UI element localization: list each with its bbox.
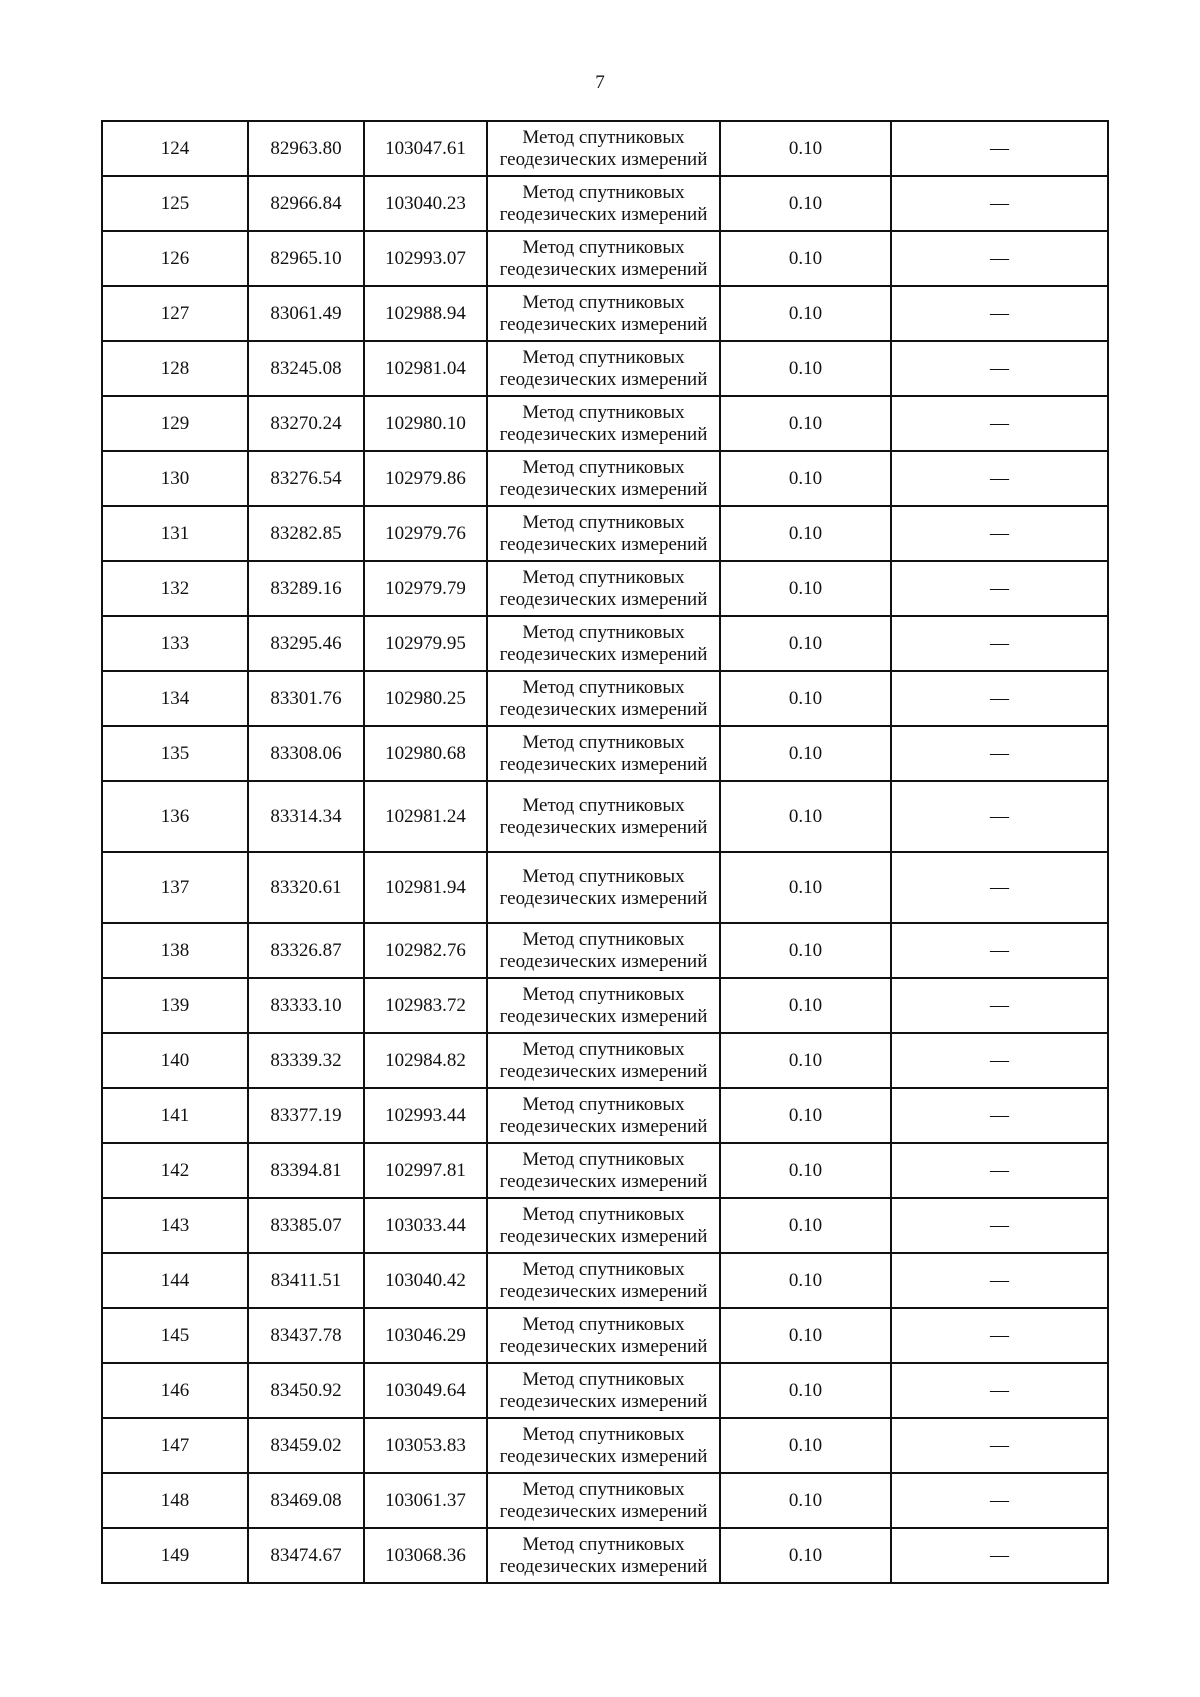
y-coordinate-cell: 102979.76 bbox=[364, 506, 487, 561]
method-cell bbox=[487, 451, 720, 506]
method-line-2: геодезических измерений bbox=[499, 423, 708, 445]
method-line-1: Метод спутниковых bbox=[522, 181, 685, 203]
description-cell: — bbox=[891, 1528, 1108, 1583]
description-cell: — bbox=[891, 1473, 1108, 1528]
method-line-1: Метод спутниковых bbox=[522, 1038, 685, 1060]
method-line-2: геодезических измерений bbox=[499, 1335, 708, 1357]
table-row bbox=[102, 616, 1108, 671]
table-row bbox=[102, 671, 1108, 726]
method-line-2: геодезических измерений bbox=[499, 1445, 708, 1467]
y-coordinate-cell: 102993.07 bbox=[364, 231, 487, 286]
y-coordinate-cell: 103040.42 bbox=[364, 1253, 487, 1308]
accuracy-cell: 0.10 bbox=[720, 671, 891, 726]
table-row bbox=[102, 396, 1108, 451]
method-cell bbox=[487, 1308, 720, 1363]
method-line-1: Метод спутниковых bbox=[522, 456, 685, 478]
point-number-cell: 146 bbox=[102, 1363, 248, 1418]
method-line-1: Метод спутниковых bbox=[522, 1313, 685, 1335]
point-number-cell: 127 bbox=[102, 286, 248, 341]
description-cell: — bbox=[891, 616, 1108, 671]
description-cell: — bbox=[891, 726, 1108, 781]
method-cell bbox=[487, 852, 720, 923]
method-line-1: Метод спутниковых bbox=[522, 291, 685, 313]
description-cell: — bbox=[891, 286, 1108, 341]
point-number-cell: 130 bbox=[102, 451, 248, 506]
y-coordinate-cell: 102983.72 bbox=[364, 978, 487, 1033]
method-line-2: геодезических измерений bbox=[499, 753, 708, 775]
description-cell: — bbox=[891, 1033, 1108, 1088]
table-row bbox=[102, 286, 1108, 341]
method-cell bbox=[487, 1253, 720, 1308]
x-coordinate-cell: 83282.85 bbox=[248, 506, 364, 561]
method-cell bbox=[487, 616, 720, 671]
description-cell: — bbox=[891, 231, 1108, 286]
accuracy-cell: 0.10 bbox=[720, 852, 891, 923]
method-cell bbox=[487, 561, 720, 616]
method-line-1: Метод спутниковых bbox=[522, 511, 685, 533]
accuracy-cell: 0.10 bbox=[720, 176, 891, 231]
method-line-1: Метод спутниковых bbox=[522, 676, 685, 698]
description-cell: — bbox=[891, 451, 1108, 506]
description-cell: — bbox=[891, 1253, 1108, 1308]
method-line-2: геодезических измерений bbox=[499, 1280, 708, 1302]
y-coordinate-cell: 102979.86 bbox=[364, 451, 487, 506]
y-coordinate-cell: 103068.36 bbox=[364, 1528, 487, 1583]
point-number-cell: 125 bbox=[102, 176, 248, 231]
method-line-1: Метод спутниковых bbox=[522, 346, 685, 368]
method-line-2: геодезических измерений bbox=[499, 1225, 708, 1247]
accuracy-cell: 0.10 bbox=[720, 1143, 891, 1198]
method-line-1: Метод спутниковых bbox=[522, 1148, 685, 1170]
method-cell bbox=[487, 231, 720, 286]
x-coordinate-cell: 83339.32 bbox=[248, 1033, 364, 1088]
method-line-2: геодезических измерений bbox=[499, 148, 708, 170]
description-cell: — bbox=[891, 1308, 1108, 1363]
description-cell: — bbox=[891, 1088, 1108, 1143]
table-row bbox=[102, 1473, 1108, 1528]
y-coordinate-cell: 102981.24 bbox=[364, 781, 487, 852]
method-line-1: Метод спутниковых bbox=[522, 621, 685, 643]
table-row bbox=[102, 781, 1108, 852]
method-line-2: геодезических измерений bbox=[499, 643, 708, 665]
x-coordinate-cell: 83459.02 bbox=[248, 1418, 364, 1473]
table-row bbox=[102, 923, 1108, 978]
x-coordinate-cell: 83450.92 bbox=[248, 1363, 364, 1418]
method-cell bbox=[487, 176, 720, 231]
table-row bbox=[102, 341, 1108, 396]
y-coordinate-cell: 102980.68 bbox=[364, 726, 487, 781]
table-row bbox=[102, 451, 1108, 506]
method-line-1: Метод спутниковых bbox=[522, 1093, 685, 1115]
y-coordinate-cell: 102997.81 bbox=[364, 1143, 487, 1198]
method-line-1: Метод спутниковых bbox=[522, 1533, 685, 1555]
y-coordinate-cell: 102984.82 bbox=[364, 1033, 487, 1088]
method-line-1: Метод спутниковых bbox=[522, 865, 685, 887]
point-number-cell: 136 bbox=[102, 781, 248, 852]
method-line-1: Метод спутниковых bbox=[522, 401, 685, 423]
x-coordinate-cell: 83276.54 bbox=[248, 451, 364, 506]
table-row bbox=[102, 1308, 1108, 1363]
coordinates-table-body bbox=[102, 121, 1108, 1583]
y-coordinate-cell: 102980.25 bbox=[364, 671, 487, 726]
point-number-cell: 145 bbox=[102, 1308, 248, 1363]
coordinates-table bbox=[101, 120, 1109, 1584]
method-line-2: геодезических измерений bbox=[499, 203, 708, 225]
y-coordinate-cell: 103049.64 bbox=[364, 1363, 487, 1418]
accuracy-cell: 0.10 bbox=[720, 506, 891, 561]
y-coordinate-cell: 103053.83 bbox=[364, 1418, 487, 1473]
method-cell bbox=[487, 1198, 720, 1253]
description-cell: — bbox=[891, 671, 1108, 726]
description-cell: — bbox=[891, 176, 1108, 231]
method-line-2: геодезических измерений bbox=[499, 1500, 708, 1522]
point-number-cell: 139 bbox=[102, 978, 248, 1033]
method-line-2: геодезических измерений bbox=[499, 950, 708, 972]
y-coordinate-cell: 102980.10 bbox=[364, 396, 487, 451]
point-number-cell: 134 bbox=[102, 671, 248, 726]
point-number-cell: 148 bbox=[102, 1473, 248, 1528]
accuracy-cell: 0.10 bbox=[720, 1033, 891, 1088]
y-coordinate-cell: 103047.61 bbox=[364, 121, 487, 176]
table-row bbox=[102, 1088, 1108, 1143]
method-line-1: Метод спутниковых bbox=[522, 236, 685, 258]
method-cell bbox=[487, 923, 720, 978]
y-coordinate-cell: 103033.44 bbox=[364, 1198, 487, 1253]
y-coordinate-cell: 102988.94 bbox=[364, 286, 487, 341]
method-line-1: Метод спутниковых bbox=[522, 126, 685, 148]
x-coordinate-cell: 83289.16 bbox=[248, 561, 364, 616]
point-number-cell: 133 bbox=[102, 616, 248, 671]
table-row bbox=[102, 1528, 1108, 1583]
method-line-2: геодезических измерений bbox=[499, 698, 708, 720]
method-line-2: геодезических измерений bbox=[499, 258, 708, 280]
table-row bbox=[102, 1418, 1108, 1473]
point-number-cell: 131 bbox=[102, 506, 248, 561]
method-line-1: Метод спутниковых bbox=[522, 983, 685, 1005]
method-cell bbox=[487, 978, 720, 1033]
table-row bbox=[102, 726, 1108, 781]
table-row bbox=[102, 506, 1108, 561]
table-row bbox=[102, 121, 1108, 176]
table-row bbox=[102, 176, 1108, 231]
accuracy-cell: 0.10 bbox=[720, 1363, 891, 1418]
method-cell bbox=[487, 1088, 720, 1143]
description-cell: — bbox=[891, 1143, 1108, 1198]
method-line-2: геодезических измерений bbox=[499, 1115, 708, 1137]
method-cell bbox=[487, 121, 720, 176]
description-cell: — bbox=[891, 852, 1108, 923]
accuracy-cell: 0.10 bbox=[720, 1088, 891, 1143]
description-cell: — bbox=[891, 561, 1108, 616]
method-line-2: геодезических измерений bbox=[499, 1005, 708, 1027]
method-cell bbox=[487, 286, 720, 341]
description-cell: — bbox=[891, 506, 1108, 561]
accuracy-cell: 0.10 bbox=[720, 978, 891, 1033]
table-row bbox=[102, 978, 1108, 1033]
y-coordinate-cell: 102981.94 bbox=[364, 852, 487, 923]
method-line-2: геодезических измерений bbox=[499, 313, 708, 335]
table-row bbox=[102, 1198, 1108, 1253]
point-number-cell: 137 bbox=[102, 852, 248, 923]
method-line-2: геодезических измерений bbox=[499, 1555, 708, 1577]
x-coordinate-cell: 83469.08 bbox=[248, 1473, 364, 1528]
method-cell bbox=[487, 1473, 720, 1528]
y-coordinate-cell: 103061.37 bbox=[364, 1473, 487, 1528]
x-coordinate-cell: 83411.51 bbox=[248, 1253, 364, 1308]
accuracy-cell: 0.10 bbox=[720, 1473, 891, 1528]
method-line-1: Метод спутниковых bbox=[522, 794, 685, 816]
method-cell bbox=[487, 1528, 720, 1583]
point-number-cell: 149 bbox=[102, 1528, 248, 1583]
description-cell: — bbox=[891, 781, 1108, 852]
accuracy-cell: 0.10 bbox=[720, 616, 891, 671]
method-line-2: геодезических измерений bbox=[499, 478, 708, 500]
table-row bbox=[102, 1363, 1108, 1418]
x-coordinate-cell: 83308.06 bbox=[248, 726, 364, 781]
accuracy-cell: 0.10 bbox=[720, 923, 891, 978]
table-row bbox=[102, 852, 1108, 923]
table-row bbox=[102, 561, 1108, 616]
x-coordinate-cell: 82965.10 bbox=[248, 231, 364, 286]
x-coordinate-cell: 83437.78 bbox=[248, 1308, 364, 1363]
method-line-2: геодезических измерений bbox=[499, 1170, 708, 1192]
method-line-2: геодезических измерений bbox=[499, 588, 708, 610]
x-coordinate-cell: 82963.80 bbox=[248, 121, 364, 176]
x-coordinate-cell: 83474.67 bbox=[248, 1528, 364, 1583]
accuracy-cell: 0.10 bbox=[720, 396, 891, 451]
description-cell: — bbox=[891, 1418, 1108, 1473]
method-line-2: геодезических измерений bbox=[499, 368, 708, 390]
method-line-2: геодезических измерений bbox=[499, 533, 708, 555]
point-number-cell: 147 bbox=[102, 1418, 248, 1473]
x-coordinate-cell: 83377.19 bbox=[248, 1088, 364, 1143]
y-coordinate-cell: 102979.95 bbox=[364, 616, 487, 671]
x-coordinate-cell: 83301.76 bbox=[248, 671, 364, 726]
description-cell: — bbox=[891, 341, 1108, 396]
description-cell: — bbox=[891, 1198, 1108, 1253]
point-number-cell: 142 bbox=[102, 1143, 248, 1198]
accuracy-cell: 0.10 bbox=[720, 1253, 891, 1308]
y-coordinate-cell: 103046.29 bbox=[364, 1308, 487, 1363]
accuracy-cell: 0.10 bbox=[720, 451, 891, 506]
method-cell bbox=[487, 1033, 720, 1088]
point-number-cell: 140 bbox=[102, 1033, 248, 1088]
description-cell: — bbox=[891, 396, 1108, 451]
x-coordinate-cell: 82966.84 bbox=[248, 176, 364, 231]
x-coordinate-cell: 83394.81 bbox=[248, 1143, 364, 1198]
point-number-cell: 132 bbox=[102, 561, 248, 616]
y-coordinate-cell: 102979.79 bbox=[364, 561, 487, 616]
point-number-cell: 126 bbox=[102, 231, 248, 286]
x-coordinate-cell: 83314.34 bbox=[248, 781, 364, 852]
table-row bbox=[102, 1033, 1108, 1088]
y-coordinate-cell: 103040.23 bbox=[364, 176, 487, 231]
point-number-cell: 143 bbox=[102, 1198, 248, 1253]
accuracy-cell: 0.10 bbox=[720, 341, 891, 396]
method-line-2: геодезических измерений bbox=[499, 816, 708, 838]
description-cell: — bbox=[891, 978, 1108, 1033]
method-line-1: Метод спутниковых bbox=[522, 1368, 685, 1390]
method-cell bbox=[487, 671, 720, 726]
method-line-2: геодезических измерений bbox=[499, 887, 708, 909]
accuracy-cell: 0.10 bbox=[720, 781, 891, 852]
method-cell bbox=[487, 1363, 720, 1418]
x-coordinate-cell: 83295.46 bbox=[248, 616, 364, 671]
method-cell bbox=[487, 1143, 720, 1198]
accuracy-cell: 0.10 bbox=[720, 726, 891, 781]
method-line-1: Метод спутниковых bbox=[522, 1203, 685, 1225]
method-cell bbox=[487, 1418, 720, 1473]
x-coordinate-cell: 83385.07 bbox=[248, 1198, 364, 1253]
accuracy-cell: 0.10 bbox=[720, 1418, 891, 1473]
x-coordinate-cell: 83320.61 bbox=[248, 852, 364, 923]
method-cell bbox=[487, 506, 720, 561]
method-line-1: Метод спутниковых bbox=[522, 731, 685, 753]
method-line-1: Метод спутниковых bbox=[522, 1423, 685, 1445]
point-number-cell: 141 bbox=[102, 1088, 248, 1143]
y-coordinate-cell: 102981.04 bbox=[364, 341, 487, 396]
point-number-cell: 124 bbox=[102, 121, 248, 176]
method-line-1: Метод спутниковых bbox=[522, 928, 685, 950]
accuracy-cell: 0.10 bbox=[720, 286, 891, 341]
x-coordinate-cell: 83061.49 bbox=[248, 286, 364, 341]
y-coordinate-cell: 102982.76 bbox=[364, 923, 487, 978]
method-line-1: Метод спутниковых bbox=[522, 1258, 685, 1280]
point-number-cell: 128 bbox=[102, 341, 248, 396]
point-number-cell: 129 bbox=[102, 396, 248, 451]
accuracy-cell: 0.10 bbox=[720, 121, 891, 176]
accuracy-cell: 0.10 bbox=[720, 561, 891, 616]
table-row bbox=[102, 1143, 1108, 1198]
x-coordinate-cell: 83245.08 bbox=[248, 341, 364, 396]
x-coordinate-cell: 83333.10 bbox=[248, 978, 364, 1033]
method-line-1: Метод спутниковых bbox=[522, 1478, 685, 1500]
method-line-1: Метод спутниковых bbox=[522, 566, 685, 588]
method-cell bbox=[487, 396, 720, 451]
description-cell: — bbox=[891, 121, 1108, 176]
point-number-cell: 138 bbox=[102, 923, 248, 978]
accuracy-cell: 0.10 bbox=[720, 1198, 891, 1253]
accuracy-cell: 0.10 bbox=[720, 231, 891, 286]
method-cell bbox=[487, 726, 720, 781]
method-line-2: геодезических измерений bbox=[499, 1060, 708, 1082]
method-cell bbox=[487, 781, 720, 852]
point-number-cell: 135 bbox=[102, 726, 248, 781]
x-coordinate-cell: 83326.87 bbox=[248, 923, 364, 978]
method-line-2: геодезических измерений bbox=[499, 1390, 708, 1412]
table-row bbox=[102, 231, 1108, 286]
accuracy-cell: 0.10 bbox=[720, 1308, 891, 1363]
y-coordinate-cell: 102993.44 bbox=[364, 1088, 487, 1143]
description-cell: — bbox=[891, 1363, 1108, 1418]
method-cell bbox=[487, 341, 720, 396]
table-row bbox=[102, 1253, 1108, 1308]
accuracy-cell: 0.10 bbox=[720, 1528, 891, 1583]
x-coordinate-cell: 83270.24 bbox=[248, 396, 364, 451]
point-number-cell: 144 bbox=[102, 1253, 248, 1308]
description-cell: — bbox=[891, 923, 1108, 978]
page-number: 7 bbox=[595, 72, 605, 93]
